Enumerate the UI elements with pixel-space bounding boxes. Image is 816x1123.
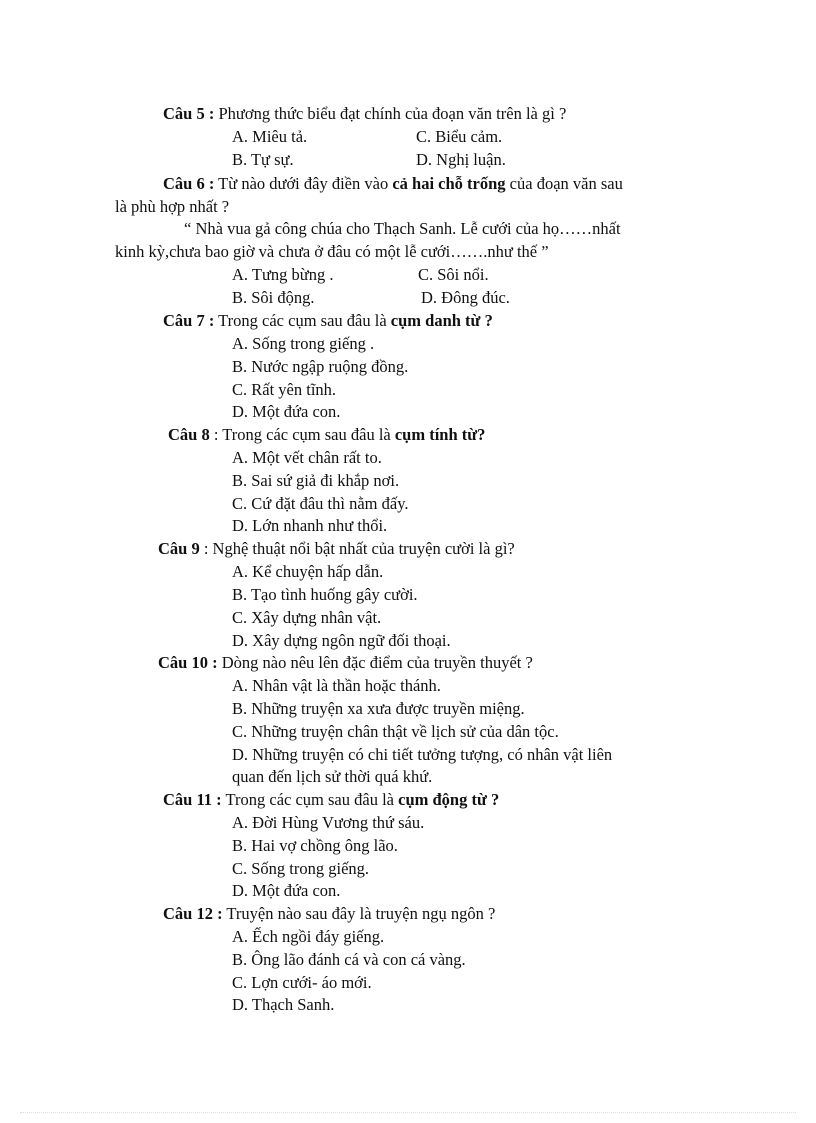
question-label: Câu 8 <box>168 425 210 444</box>
option: A. Sống trong giếng . <box>232 334 375 353</box>
question-label: Câu 10 : <box>158 653 218 672</box>
option: C. Rất yên tĩnh. <box>232 380 337 399</box>
question-emphasis: cụm tính từ? <box>394 425 486 444</box>
option: D. Một đứa con. <box>232 402 341 421</box>
option: C. Sống trong giếng. <box>232 859 370 878</box>
question-label: Câu 5 : <box>163 104 215 123</box>
question-label: Câu 6 : <box>163 174 215 193</box>
question-label: Câu 12 : <box>163 904 223 923</box>
option: C. Cứ đặt đâu thì nằm đấy. <box>232 494 409 513</box>
question-label: Câu 11 : <box>163 790 222 809</box>
option: B. Sai sứ giả đi khắp nơi. <box>232 471 400 490</box>
option: A. Miêu tả. <box>232 127 308 146</box>
option: A. Kể chuyện hấp dẫn. <box>232 562 384 581</box>
option: B. Nước ngập ruộng đồng. <box>232 357 409 376</box>
question-text: của đoạn văn sau <box>505 174 623 193</box>
question-12-stem <box>163 904 495 924</box>
option: B. Tự sự. <box>232 150 294 169</box>
question-emphasis: cả hai chỗ trống <box>392 174 506 193</box>
question-10-stem <box>158 653 533 673</box>
option: D. Đông đúc. <box>421 288 510 307</box>
question-11-stem <box>163 790 499 810</box>
question-6-stem-cont: là phù hợp nhất ? <box>115 197 230 216</box>
option: A. Tưng bừng . <box>232 265 334 284</box>
option: A. Một vết chân rất to. <box>232 448 382 467</box>
question-label: Câu 9 <box>158 539 200 558</box>
question-9-stem <box>158 539 515 559</box>
question-label: Câu 7 : <box>163 311 215 330</box>
question-emphasis: cụm động từ ? <box>398 790 500 809</box>
option: B. Những truyện xa xưa được truyền miệng. <box>232 699 525 718</box>
option: A. Nhân vật là thần hoặc thánh. <box>232 676 441 695</box>
question-text: Trong các cụm sau đâu là <box>221 790 399 809</box>
option: C. Biểu cảm. <box>416 127 503 146</box>
question-6-stem <box>163 174 623 194</box>
quote-line: “ Nhà vua gả công chúa cho Thạch Sanh. Lễ cưới của họ……nhất <box>184 219 621 238</box>
option: C. Xây dựng nhân vật. <box>232 608 382 627</box>
option: D. Xây dựng ngôn ngữ đối thoại. <box>232 631 451 650</box>
option: B. Hai vợ chồng ông lão. <box>232 836 398 855</box>
option: A. Ếch ngồi đáy giếng. <box>232 927 385 946</box>
option: D. Những truyện có chi tiết tưởng tượng, có nhân vật liên <box>232 745 613 764</box>
option: A. Đời Hùng Vương thứ sáu. <box>232 813 425 832</box>
question-emphasis: cụm danh từ ? <box>390 311 493 330</box>
question-text: Phương thức biểu đạt chính của đoạn văn trên là gì ? <box>214 104 567 123</box>
page-bottom-divider <box>20 1112 796 1113</box>
option: D. Một đứa con. <box>232 881 341 900</box>
quote-line: kinh kỳ,chưa bao giờ và chưa ở đâu có một lễ cưới…….như thế ” <box>115 242 549 261</box>
question-text: Dòng nào nêu lên đặc điểm của truyền thuyết ? <box>217 653 533 672</box>
question-text: : Trong các cụm sau đâu là <box>209 425 395 444</box>
option: B. Sôi động. <box>232 288 315 307</box>
question-5-stem <box>163 104 566 124</box>
question-text: : Nghệ thuật nổi bật nhất của truyện cười là gì? <box>199 539 515 558</box>
option: C. Sôi nổi. <box>418 265 489 284</box>
option: D. Nghị luận. <box>416 150 506 169</box>
question-8-stem <box>168 425 485 445</box>
question-text: Từ nào dưới đây điền vào <box>214 174 393 193</box>
option: B. Tạo tình huống gây cười. <box>232 585 418 604</box>
option: C. Những truyện chân thật về lịch sử của dân tộc. <box>232 722 559 741</box>
option-continuation: quan đến lịch sử thời quá khứ. <box>232 767 433 786</box>
option: C. Lợn cưới- áo mới. <box>232 973 372 992</box>
option: D. Thạch Sanh. <box>232 995 335 1014</box>
question-7-stem <box>163 311 493 331</box>
option: B. Ông lão đánh cá và con cá vàng. <box>232 950 466 969</box>
option: D. Lớn nhanh như thổi. <box>232 516 388 535</box>
question-text: Truyện nào sau đây là truyện ngụ ngôn ? <box>222 904 496 923</box>
question-text: Trong các cụm sau đâu là <box>214 311 391 330</box>
